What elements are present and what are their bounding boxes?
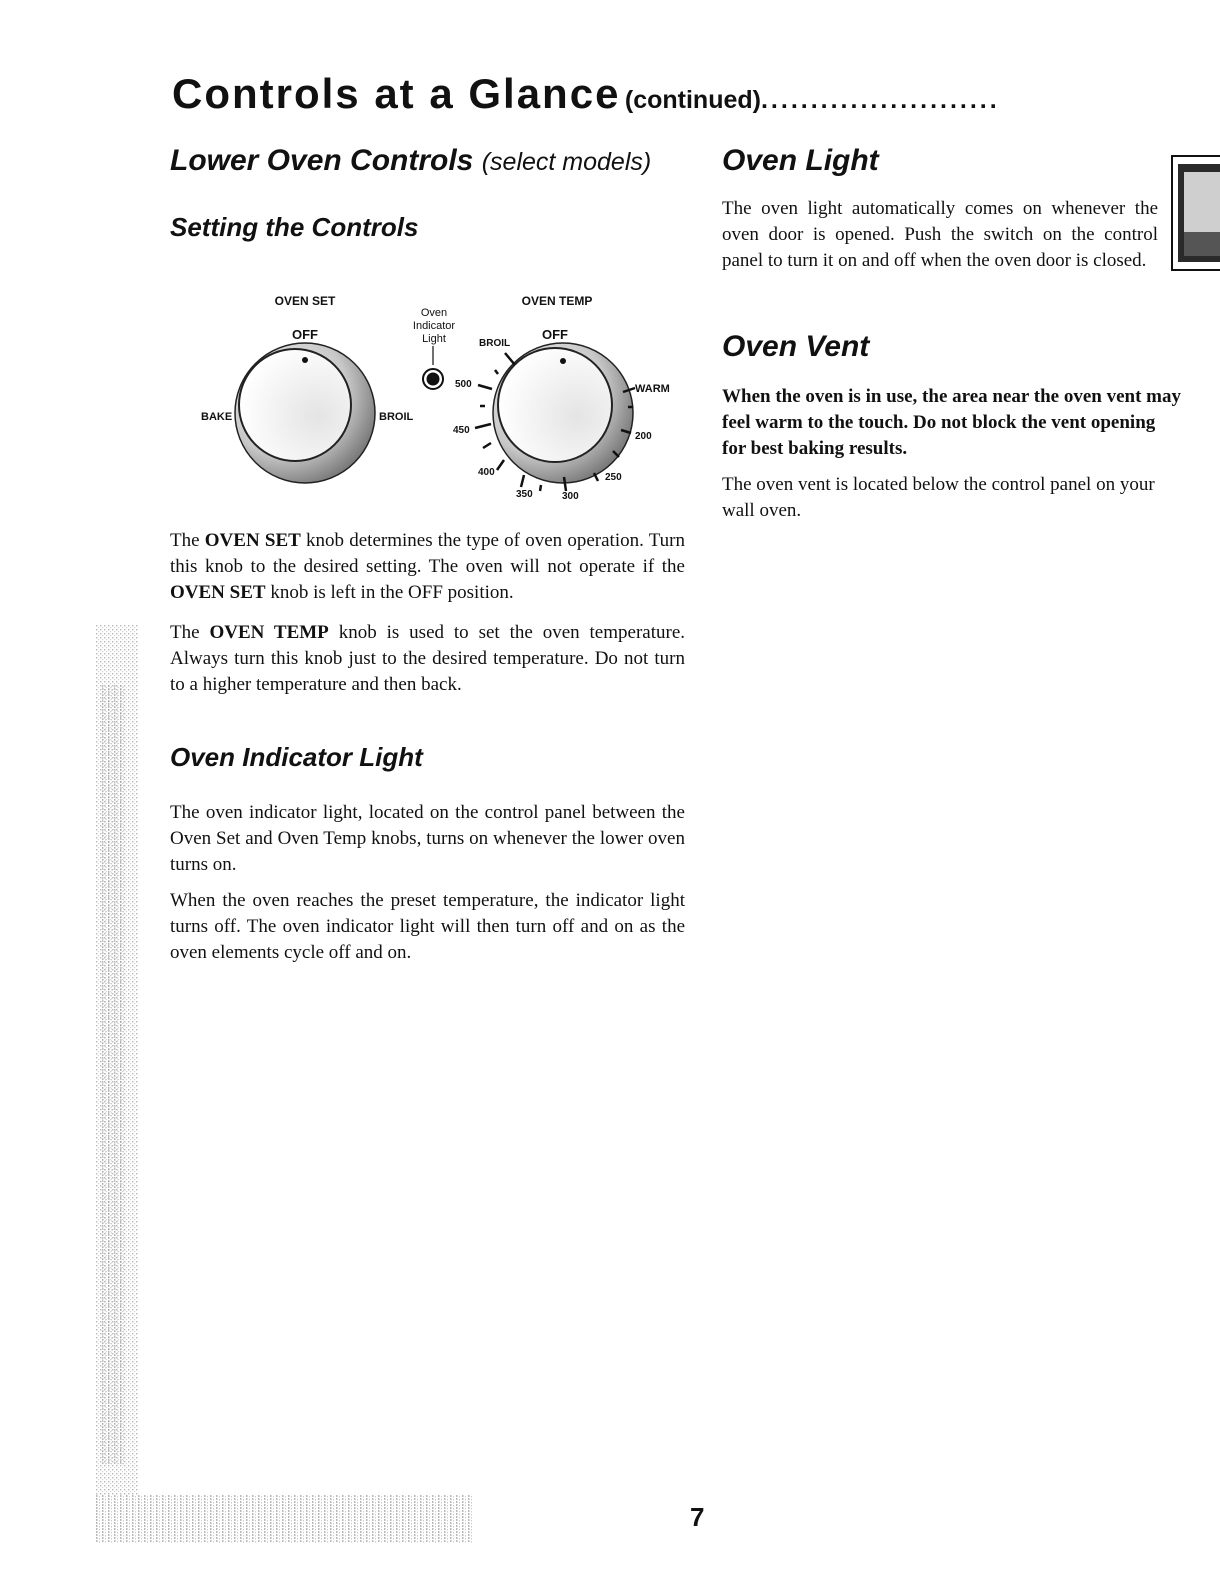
oven-light-switch-illustration bbox=[1168, 152, 1220, 274]
oven-set-bake-label: BAKE bbox=[201, 411, 233, 423]
controls-diagram bbox=[195, 285, 685, 510]
para2-b: OVEN TEMP bbox=[209, 622, 329, 643]
oven-temp-warm-label: WARM bbox=[635, 383, 670, 395]
title-leader-dots: ........................ bbox=[760, 86, 1000, 114]
para1-b: OVEN SET bbox=[204, 530, 301, 551]
indicator-label-line1: Oven bbox=[420, 307, 448, 319]
para2-a: The bbox=[170, 622, 210, 643]
vent-warning-line3: for best baking results. bbox=[722, 438, 908, 459]
oven-vent-heading: Oven Vent bbox=[722, 330, 870, 363]
oven-set-knob bbox=[235, 343, 375, 483]
oven-set-paragraph bbox=[170, 528, 685, 606]
scan-artifact-strip bbox=[96, 625, 476, 1545]
indicator-light-heading: Oven Indicator Light bbox=[170, 742, 423, 772]
oven-light-heading: Oven Light bbox=[722, 144, 879, 177]
indicator-label-line2: Indicator bbox=[412, 320, 456, 332]
oven-temp-label: OVEN TEMP bbox=[521, 294, 593, 308]
lower-oven-heading-text: Lower Oven Controls bbox=[170, 144, 474, 177]
temp-400-label: 400 bbox=[478, 467, 495, 478]
indicator-light bbox=[423, 369, 443, 389]
indicator-label-line3: Light bbox=[422, 333, 446, 345]
temp-300-label: 300 bbox=[562, 491, 579, 502]
oven-light-paragraph: The oven light automatically comes on whenever the oven door is opened. Push the switch on the control panel to turn it on and off when the oven door is closed. bbox=[722, 198, 1158, 271]
indicator-paragraph-1: The oven indicator light, located on the control panel between the Oven Set and Oven Temp knobs, turns on whenever the lower oven turns on. bbox=[170, 802, 685, 875]
vent-para-line1: The oven vent is located below the control panel on your bbox=[722, 474, 1155, 495]
page-title bbox=[172, 70, 1220, 120]
temp-250-label: 250 bbox=[605, 472, 622, 483]
title-continued: (continued) bbox=[624, 86, 761, 114]
para1-a: The bbox=[170, 530, 205, 551]
temp-200-label: 200 bbox=[635, 431, 652, 442]
oven-set-label: OVEN SET bbox=[274, 294, 336, 308]
oven-vent-description bbox=[722, 472, 1220, 524]
setting-controls-heading: Setting the Controls bbox=[170, 212, 419, 242]
oven-light-description bbox=[722, 196, 1158, 274]
lower-oven-heading bbox=[170, 144, 651, 178]
oven-set-broil-label: BROIL bbox=[379, 411, 414, 423]
temp-450-label: 450 bbox=[453, 425, 470, 436]
temp-350-label: 350 bbox=[516, 489, 533, 500]
oven-set-off-label: OFF bbox=[292, 327, 318, 342]
para1-e: knob is left in the OFF position. bbox=[265, 582, 514, 603]
oven-set-description bbox=[170, 528, 685, 606]
title-main: Controls at a Glance bbox=[172, 70, 621, 117]
oven-vent-warning bbox=[722, 384, 1220, 462]
temp-500-label: 500 bbox=[455, 379, 472, 390]
lower-oven-heading-sub: (select models) bbox=[481, 148, 652, 176]
oven-temp-broil-label: BROIL bbox=[479, 338, 511, 349]
para1-d: OVEN SET bbox=[170, 582, 266, 603]
page-number: 7 bbox=[690, 1502, 705, 1532]
oven-temp-off-label: OFF bbox=[542, 327, 568, 342]
para2-c: knob is used to set the oven temperature. Always turn this knob just to the desired temperature. Do not turn to a higher temperature and then back. bbox=[170, 622, 685, 695]
para1-c: knob determines the type of oven operation. Turn this knob to the desired setting. The oven will not operate if the bbox=[170, 530, 685, 577]
indicator-paragraph-2: When the oven reaches the preset temperature, the indicator light turns off. The oven indicator light will then turn off and on as the oven elements cycle off and on. bbox=[170, 890, 685, 963]
vent-warning-line2: feel warm to the touch. Do not block the vent opening bbox=[722, 412, 1156, 433]
vent-warning-line1: When the oven is in use, the area near the oven vent may bbox=[722, 386, 1181, 407]
vent-para-line2: wall oven. bbox=[722, 500, 802, 521]
